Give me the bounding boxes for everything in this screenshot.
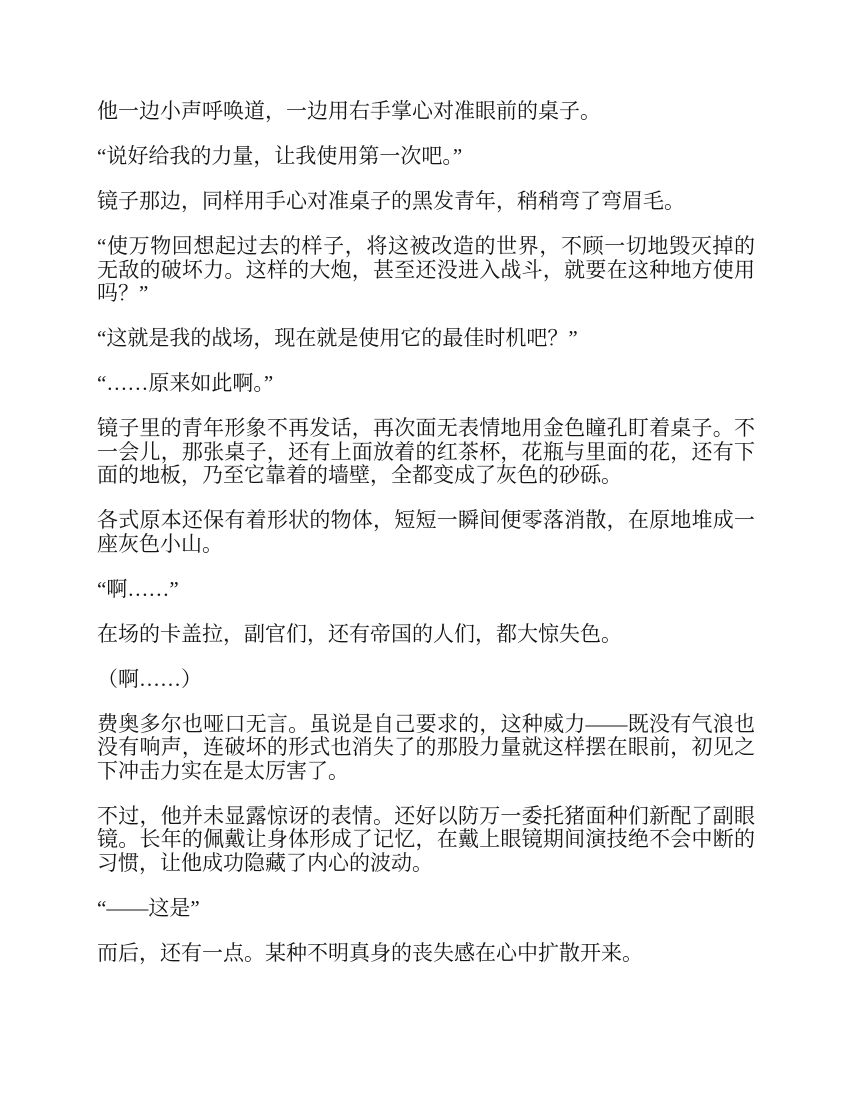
- paragraph: “——这是”: [97, 895, 200, 920]
- paragraph: “啊……”: [97, 576, 179, 601]
- paragraph: “说好给我的力量，让我使用第一次吧。”: [97, 144, 463, 168]
- paragraph: “使万物回想起过去的样子，将这被改造的世界，不顾一切地毁灭掉的无敌的破坏力。这样的大炮，甚至还没进入战斗，就要在这种地方使用吗？”: [97, 234, 755, 305]
- paragraph: “……原来如此啊。”: [97, 371, 274, 395]
- paragraph: 而后，还有一点。某种不明真身的丧失感在心中扩散开来。: [97, 940, 643, 965]
- paragraph: 在场的卡盖拉，副官们，还有帝国的人们，都大惊失色。: [97, 621, 622, 646]
- paragraph: 他一边小声呼唤道，一边用右手掌心对准眼前的桌子。: [97, 99, 601, 123]
- paragraph: 镜子里的青年形象不再发话，再次面无表情地用金色瞳孔盯着桌子。不一会儿，那张桌子，还有上面放着的红茶杯，花瓶与里面的花，还有下面的地板，乃至它靠着的墙壁，全都变成了灰色的砂砾。: [97, 416, 755, 487]
- paragraph: 费奥多尔也哑口无言。虽说是自己要求的，这种威力——既没有气浪也没有响声，连破坏的形式也消失了的那股力量就这样摆在眼前，初见之下冲击力实在是太厉害了。: [97, 711, 755, 783]
- paragraph: （啊……）: [97, 666, 202, 691]
- paragraph: “这就是我的战场，现在就是使用它的最佳时机吧？”: [97, 326, 578, 350]
- text-column: [97, 100, 755, 965]
- paragraph: 镜子那边，同样用手心对准桌子的黑发青年，稍稍弯了弯眉毛。: [97, 189, 685, 213]
- paragraph: 各式原本还保有着形状的物体，短短一瞬间便零落消散，在原地堆成一座灰色小山。: [97, 508, 755, 556]
- paragraph: 不过，他并未显露惊讶的表情。还好以防万一委托猪面种们新配了副眼镜。长年的佩戴让身体形成了记忆，在戴上眼镜期间演技绝不会中断的习惯，让他成功隐藏了内心的波动。: [97, 803, 755, 875]
